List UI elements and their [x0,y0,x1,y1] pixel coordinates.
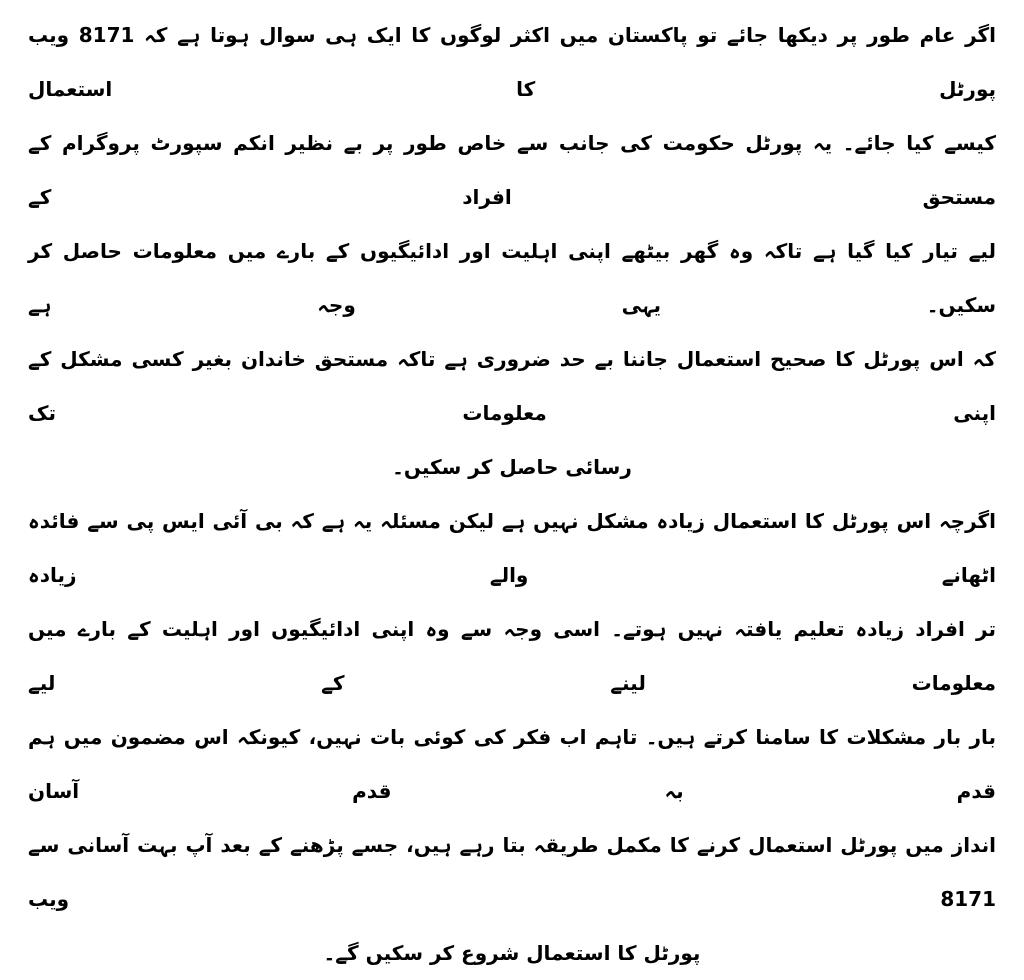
paragraph-2 [28,494,996,980]
paragraph-1-line-1: اگر عام طور پر دیکھا جائے تو پاکستان میں اکثر لوگوں کا ایک ہی سوال ہوتا ہے کہ 8171 ویب پورٹل کا استعمال [28,23,997,101]
paragraph-2-line-3: بار بار مشکلات کا سامنا کرتے ہیں۔ تاہم اب فکر کی کوئی بات نہیں، کیونکہ اس مضمون میں ہم قدم بہ قدم آسان [28,725,996,803]
paragraph-2-line-2: تر افراد زیادہ تعلیم یافتہ نہیں ہوتے۔ اسی وجہ سے وہ اپنی ادائیگیوں اور اہلیت کے بارے میں معلومات لینے کے لیے [28,617,996,695]
paragraph-2-line-5: پورٹل کا استعمال شروع کر سکیں گے۔ [323,941,701,965]
paragraph-1 [28,8,996,494]
paragraph-1-line-2: کیسے کیا جائے۔ یہ پورٹل حکومت کی جانب سے خاص طور پر بے نظیر انکم سپورٹ پروگرام کے مستحق افراد کے [28,131,996,209]
paragraph-1-line-5: رسائی حاصل کر سکیں۔ [392,455,632,479]
paragraph-2-line-4: انداز میں پورٹل استعمال کرنے کا مکمل طریقہ بتا رہے ہیں، جسے پڑھنے کے بعد آپ بہت آسانی سے 8171 ویب [28,833,996,911]
paragraph-2-line-1: اگرچہ اس پورٹل کا استعمال زیادہ مشکل نہیں ہے لیکن مسئلہ یہ ہے کہ بی آئی ایس پی سے فائدہ اٹھانے والے زیادہ [28,509,996,587]
paragraph-1-line-4: کہ اس پورٹل کا صحیح استعمال جاننا بے حد ضروری ہے تاکہ مستحق خاندان بغیر کسی مشکل کے اپنی معلومات تک [28,347,996,425]
paragraph-1-line-3: لیے تیار کیا گیا ہے تاکہ وہ گھر بیٹھے اپنی اہلیت اور ادائیگیوں کے بارے میں معلومات حاصل کر سکیں۔ یہی وجہ ہے [28,239,996,317]
